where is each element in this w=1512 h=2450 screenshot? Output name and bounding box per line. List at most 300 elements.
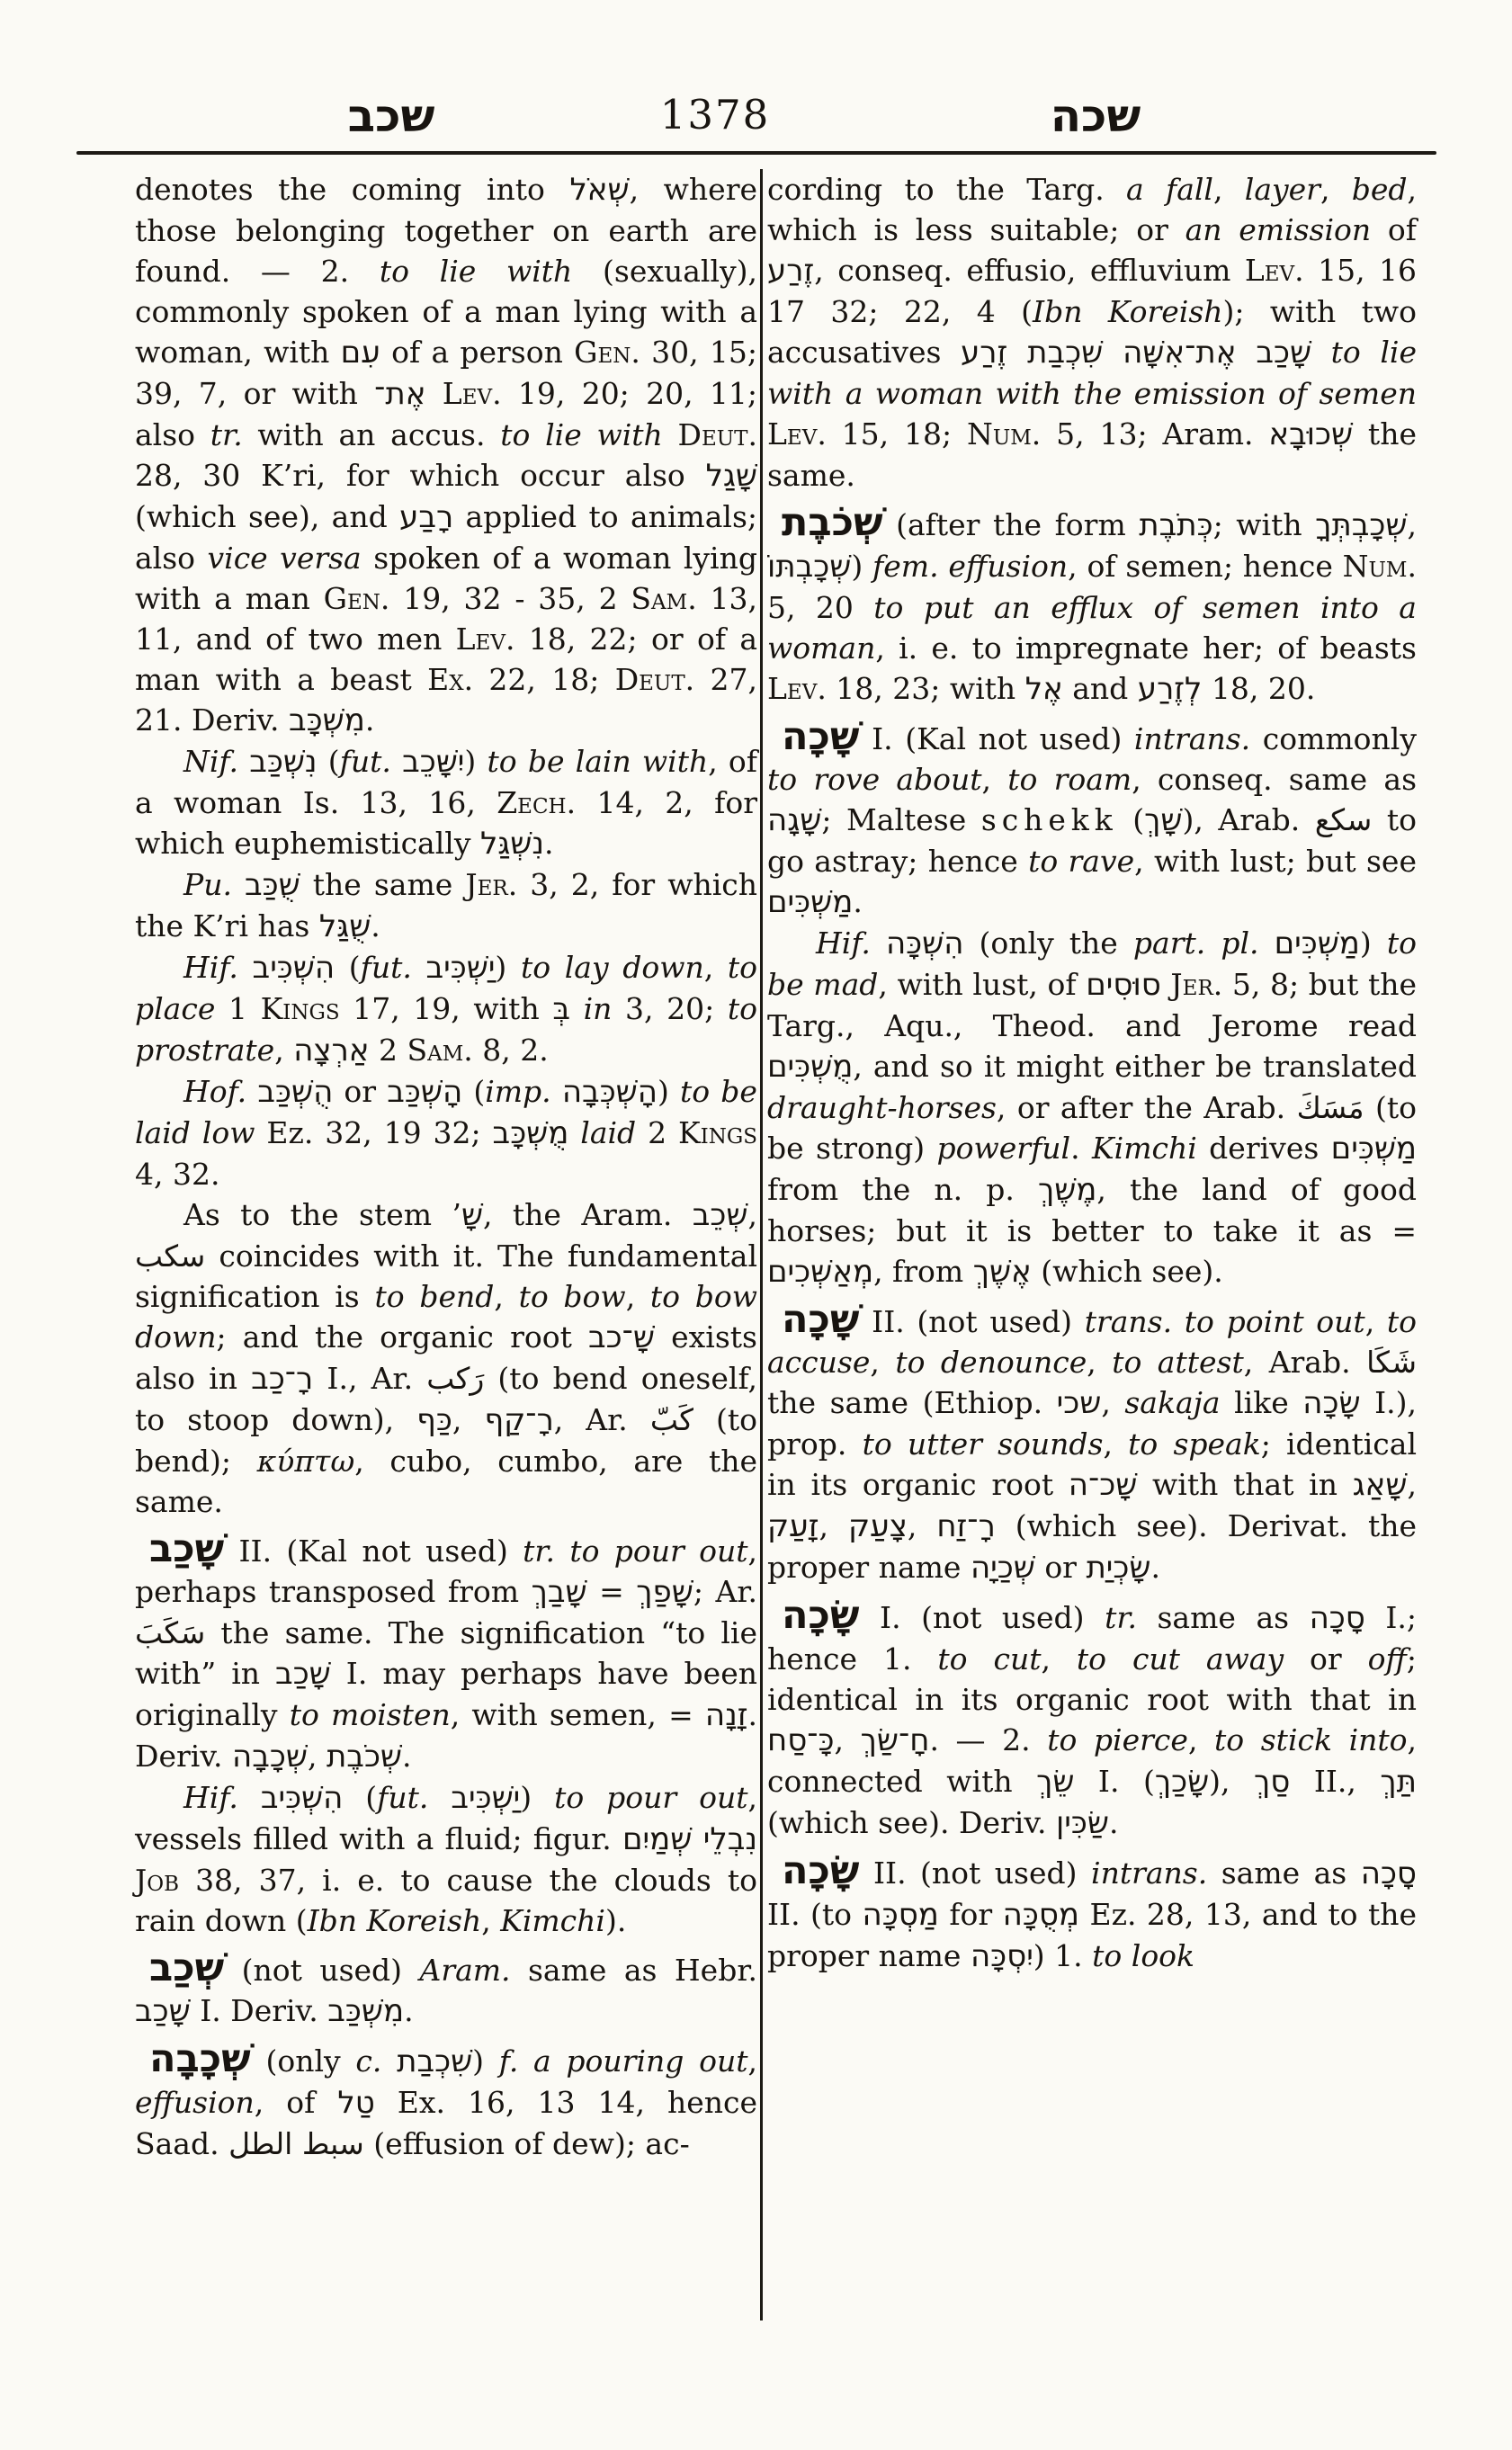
scripture-reference: Deut.	[614, 662, 695, 697]
italic-text: part. pl.	[1132, 925, 1259, 961]
body-text: 30, 15; 39, 7, or with	[135, 335, 757, 411]
scripture-reference: Jer.	[465, 867, 518, 902]
arabic-text: شَكَا	[1366, 1345, 1417, 1380]
body-text	[1172, 1304, 1185, 1339]
body-text: ; identical in its organic root	[767, 1426, 1417, 1502]
italic-text: Hif.	[816, 925, 871, 961]
body-text: , vessels filled with a fluid; figur.	[135, 1780, 757, 1856]
body-text: (after the form	[882, 507, 1140, 542]
body-text: I.; hence 1.	[767, 1600, 1418, 1677]
italic-text: Hif.	[183, 950, 238, 985]
body-text: 3, 20;	[612, 991, 728, 1026]
body-text: 4, 32.	[135, 1157, 220, 1192]
hebrew-text: שְׁכָבְתְּךָ	[1315, 507, 1408, 543]
hebrew-text: כְּתֹבֶת	[1139, 507, 1213, 543]
body-text: the same. The signification “to lie with” in	[135, 1615, 757, 1691]
body-text: .	[1150, 1550, 1160, 1585]
hebrew-text: הִשְׁכָּה	[885, 925, 964, 961]
body-text: ; and the organic root	[216, 1319, 588, 1355]
scripture-reference: Lev.	[767, 416, 827, 452]
hebrew-text: מַשְׁכִּים	[767, 884, 854, 920]
hebrew-headword: שָׁכַב	[149, 1526, 225, 1571]
scripture-reference: Num.	[1342, 549, 1417, 584]
entry-paragraph	[767, 714, 1418, 923]
italic-text: Aram.	[419, 1953, 511, 1988]
hebrew-text: שַׂכִּין	[1056, 1805, 1109, 1841]
hebrew-headword: שְׁכַב	[149, 1945, 225, 1990]
italic-text: trans.	[1084, 1304, 1173, 1339]
greek-text: κύπτω	[256, 1444, 355, 1479]
body-text: ,	[307, 1739, 327, 1774]
body-text: (	[1117, 802, 1145, 837]
body-text: .	[404, 1993, 414, 2028]
body-text: with an accus.	[242, 417, 501, 452]
body-text	[871, 925, 886, 961]
hebrew-text: מַשְׁכִּים	[1274, 925, 1360, 961]
body-text: , the Aram.	[483, 1197, 693, 1232]
hebrew-text: כָּ־סַח	[767, 1722, 835, 1758]
body-text: 19, 20; 20, 11; also	[135, 376, 757, 452]
body-text: .	[364, 702, 375, 738]
body-text: (only	[250, 2043, 356, 2079]
scripture-reference: Sam.	[631, 581, 697, 616]
arabic-text: مَسَكَ	[1296, 1090, 1364, 1125]
body-text: ,	[1364, 1304, 1387, 1339]
hebrew-text: שֻׁכַּב	[245, 867, 300, 903]
hebrew-text: שְׁכַיָה	[970, 1550, 1035, 1586]
entry-paragraph	[135, 1071, 757, 1194]
body-text: ),	[1209, 1764, 1255, 1799]
body-text: (	[317, 744, 340, 779]
body-text: )	[1359, 925, 1387, 961]
arabic-text: سبط الطل	[228, 2126, 364, 2161]
scripture-reference: Lev.	[442, 376, 502, 411]
text-columns	[0, 155, 1512, 2320]
body-text: , connected with	[767, 1722, 1418, 1799]
body-text	[391, 744, 402, 779]
body-text	[425, 376, 442, 411]
hebrew-text: זָעַק	[767, 1508, 819, 1544]
body-text: (	[335, 950, 361, 985]
body-text: ; Maltese	[821, 802, 981, 837]
hebrew-text: מְאַשְּׁכִים	[767, 1254, 874, 1290]
hebrew-text: מַשְׁכִּים	[1330, 1131, 1417, 1167]
italic-text: to lie with	[379, 254, 573, 289]
body-text: , i. e. to impregnate her; of beasts	[875, 630, 1417, 666]
arabic-text: سكع	[1314, 802, 1373, 837]
body-text: cording to the Targ.	[767, 172, 1127, 207]
body-text: (which see).	[1031, 1254, 1223, 1289]
body-text: 17, 19, with	[339, 991, 553, 1026]
italic-text: fem. effusion	[872, 549, 1069, 584]
body-text: 15, 16 17 32; 22, 4 (	[767, 253, 1417, 329]
italic-text: to attest	[1112, 1345, 1244, 1380]
body-text: )	[520, 1780, 555, 1815]
entry-paragraph	[135, 2036, 757, 2164]
italic-text: bed	[1351, 172, 1408, 207]
body-text: ,	[1101, 1385, 1125, 1420]
italic-text: to look	[1092, 1938, 1195, 1973]
italic-text: tr.	[210, 417, 243, 452]
hebrew-text: כַּף	[416, 1402, 452, 1438]
body-text: ,	[747, 1197, 757, 1232]
scripture-reference: Zech.	[497, 785, 577, 820]
body-text	[246, 1074, 257, 1109]
body-text	[381, 2043, 397, 2079]
italic-text: to pour out	[554, 1780, 748, 1815]
body-text: II. (not used)	[859, 1304, 1085, 1339]
body-text: ,	[703, 950, 728, 985]
italic-text: tr.	[1105, 1600, 1137, 1635]
body-text: , Arab.	[1243, 1345, 1367, 1380]
hebrew-text: מְסֻכָּה	[1002, 1897, 1080, 1933]
body-text: ; Ar.	[693, 1574, 757, 1609]
left-column	[135, 169, 757, 2164]
italic-text: to pour out	[569, 1533, 748, 1569]
hebrew-text: זָנָה	[704, 1697, 748, 1733]
italic-text: to utter sounds	[862, 1426, 1104, 1462]
body-text: applied to animals; also	[135, 499, 757, 576]
hebrew-text: שָׁכ־ה	[1068, 1467, 1138, 1503]
body-text: to go astray; hence	[767, 802, 1417, 879]
body-text: (	[462, 1074, 486, 1109]
arabic-text: كَبّ	[649, 1402, 693, 1437]
body-text: 5, 8; but the Targ., Aqu., Theod. and Jerome read	[767, 967, 1418, 1043]
italic-text: sakaja	[1124, 1385, 1221, 1420]
hebrew-text: שְׁאֹל	[569, 172, 630, 208]
body-text: 1	[215, 991, 261, 1026]
body-text: 18, 20.	[1202, 671, 1316, 706]
body-text: , of a woman Is. 13, 16,	[135, 744, 758, 820]
entry-paragraph	[135, 741, 757, 864]
scripture-reference: Lev.	[767, 671, 827, 706]
entry-paragraph	[135, 169, 757, 741]
header-right-keyword: שכה	[1050, 90, 1141, 142]
entry-paragraph	[767, 1593, 1418, 1844]
body-text: ,	[870, 1345, 896, 1380]
body-text: ), Arab.	[1182, 802, 1315, 837]
body-text: or	[1034, 1550, 1087, 1585]
body-text: , the land of good horses; but it is better to take it as =	[767, 1172, 1418, 1248]
body-text: ,	[1103, 1426, 1129, 1462]
body-text: )	[851, 549, 873, 584]
italic-text: c.	[355, 2043, 382, 2079]
entry-paragraph	[767, 1848, 1418, 1977]
italic-text: Nif.	[183, 744, 238, 779]
hebrew-text: שֻׁגַּל	[318, 908, 371, 944]
body-text: ,	[747, 2043, 757, 2079]
body-text: (to bend oneself, to stoop down),	[135, 1361, 757, 1437]
body-text	[663, 417, 678, 452]
body-text: 2	[369, 1033, 407, 1068]
header-left-keyword: שכב	[347, 90, 435, 142]
italic-text: to be laid low	[135, 1074, 757, 1150]
body-text: 18, 23; with	[826, 671, 1025, 706]
hebrew-headword: שָׂכָה	[782, 1593, 860, 1638]
italic-text: to cut	[937, 1641, 1042, 1677]
hebrew-text: שכי	[1056, 1385, 1102, 1421]
hebrew-text: הָשְׁכַּב	[387, 1074, 463, 1110]
body-text: ; identical in its organic root with that in	[767, 1641, 1418, 1717]
body-text: commonly	[1250, 721, 1417, 756]
hebrew-text: רָ־כַב	[251, 1361, 314, 1397]
scripture-reference: Gen.	[323, 581, 390, 616]
hebrew-text: שָׁפַךְ	[636, 1574, 693, 1610]
body-text	[238, 744, 249, 779]
body-text: (which see), and	[135, 499, 400, 534]
body-text: coincides with it. The fundamental signification is	[135, 1238, 757, 1314]
hebrew-text: שָׁ־כב	[588, 1319, 655, 1355]
body-text: spoken of a woman lying with a man	[135, 541, 757, 616]
italic-text: Pu.	[183, 867, 232, 902]
italic-text: imp.	[485, 1074, 551, 1109]
hebrew-headword: שָׁכָה	[782, 1297, 860, 1342]
italic-text: to denounce	[895, 1345, 1087, 1380]
italic-text: f. a pouring out	[498, 2043, 748, 2079]
body-text: ,	[1087, 1345, 1113, 1380]
body-text: 15, 18;	[826, 416, 967, 452]
italic-text: to bend	[374, 1279, 495, 1314]
body-text: II.,	[1290, 1764, 1381, 1799]
italic-text: powerful	[936, 1131, 1071, 1166]
hebrew-text: מֻשְׁכִּים	[767, 1049, 854, 1085]
hebrew-text: בְּ	[552, 991, 570, 1027]
body-text: (only the	[963, 925, 1133, 961]
body-text: I. Deriv.	[190, 1993, 328, 2028]
body-text: , from	[873, 1254, 973, 1289]
italic-text: to put an efflux of semen into a woman	[767, 590, 1417, 666]
body-text: same as	[1207, 1855, 1361, 1891]
entry-paragraph	[135, 947, 757, 1071]
hebrew-text: מִשְׁכַּב	[327, 1993, 405, 2029]
body-text: , of semen; hence	[1068, 549, 1343, 584]
body-text: or	[333, 1074, 388, 1109]
body-text: ,	[1407, 507, 1418, 542]
hebrew-text: שְׁכוּבָא	[1268, 416, 1354, 452]
hebrew-text: טַל	[337, 2085, 375, 2121]
italic-text: to moisten	[289, 1697, 451, 1732]
hebrew-text: שָׁכַב	[135, 1993, 191, 2029]
body-text: the same (Ethiop.	[767, 1385, 1057, 1420]
entry-paragraph	[767, 169, 1417, 496]
body-text: )	[472, 2043, 499, 2079]
body-text: ,	[274, 1033, 294, 1068]
body-text: 27, 21. Deriv.	[135, 662, 757, 738]
italic-text: to point out	[1184, 1304, 1365, 1339]
entry-paragraph	[767, 923, 1417, 1292]
body-text	[555, 1533, 569, 1569]
scripture-reference: Deut.	[677, 417, 757, 452]
hebrew-text: שָׂכַךְ	[1154, 1764, 1210, 1800]
scripture-reference: Lev.	[1244, 253, 1304, 288]
body-text	[412, 950, 426, 985]
body-text: .	[371, 908, 380, 943]
hebrew-headword: שָׂכָה	[782, 1848, 860, 1893]
hebrew-text: שָׂכָה	[1302, 1385, 1361, 1421]
hebrew-text: נִשְׁכַּב	[249, 744, 318, 780]
body-text: 5, 13; Aram.	[1041, 416, 1269, 452]
body-text: ,	[819, 1508, 848, 1543]
hebrew-text: אַרְצָה	[293, 1033, 370, 1069]
italic-text: laid	[580, 1115, 637, 1150]
body-text	[1311, 335, 1331, 370]
scripture-reference: Gen.	[574, 335, 640, 370]
body-text	[428, 1780, 451, 1815]
body-text: Ez. 32, 19 32;	[255, 1115, 493, 1150]
hebrew-text: שָׁכַב אֶת־אִשָּׁה שִׁכְבַת זֶרַע	[961, 335, 1312, 371]
body-text: Ex. 16, 13 14, hence Saad.	[135, 2085, 757, 2161]
hebrew-text: עִם	[340, 335, 380, 371]
body-text: ).	[604, 1903, 627, 1938]
body-text: )	[657, 1074, 681, 1109]
body-text: , with lust; but see	[1134, 844, 1417, 879]
italic-text: to pierce	[1047, 1722, 1188, 1757]
body-text: or	[1284, 1641, 1368, 1677]
body-text: )	[495, 950, 521, 985]
body-text: ,	[1407, 1467, 1417, 1502]
italic-text: effusion	[135, 2085, 255, 2120]
body-text: (to bend);	[135, 1402, 757, 1479]
hebrew-text: שִׁכְבַת	[397, 2043, 473, 2079]
body-text: 8, 2.	[472, 1033, 549, 1068]
right-column	[767, 169, 1417, 1977]
body-text: =	[586, 1574, 637, 1609]
hebrew-headword: שָׁכָה	[782, 714, 860, 759]
hebrew-text: צָעַק	[847, 1508, 908, 1544]
italic-text: Ibn Koreish	[307, 1903, 482, 1938]
hebrew-text: שָׁגָה	[767, 802, 822, 838]
body-text: Ez. 28, 13, and to the proper name	[767, 1897, 1418, 1973]
hebrew-text: שְׁכֵב	[692, 1197, 748, 1233]
entry-paragraph	[135, 1526, 758, 1777]
hebrew-text: רָבַע	[399, 499, 454, 535]
hebrew-text: חָ־שַׂךְ	[860, 1722, 930, 1758]
italic-text: to be mad	[767, 925, 1417, 1002]
hebrew-text: שְׁכָבְתּוֹ	[767, 549, 852, 585]
body-text: ,	[625, 1279, 650, 1314]
hebrew-text: זֶרַע	[767, 253, 815, 289]
body-text: )	[464, 744, 488, 779]
body-text: As to the stem ’	[183, 1197, 461, 1232]
body-text: ,	[1041, 1641, 1077, 1677]
body-text: ,	[494, 1279, 519, 1314]
scripture-reference: Kings	[260, 991, 340, 1026]
body-text: 5, 20	[767, 590, 874, 625]
body-text: ,	[1320, 172, 1352, 207]
hebrew-text: נִבְלֵי שְׁמַיִם	[622, 1821, 757, 1857]
body-text: same as Hebr.	[510, 1953, 757, 1988]
italic-text: Kimchi	[500, 1903, 605, 1938]
body-text: ,	[834, 1722, 861, 1757]
entry-paragraph	[135, 1777, 757, 1941]
hebrew-text: שָׁאַג	[1352, 1467, 1408, 1503]
body-text: , Ar.	[553, 1402, 650, 1437]
body-text: . — 2.	[929, 1722, 1048, 1757]
body-text: , with lust, of	[878, 967, 1087, 1002]
body-text: (which see). Deriv.	[767, 1805, 1057, 1840]
italic-text: intrans.	[1133, 721, 1251, 756]
body-text: , which is less suitable; or	[767, 172, 1418, 247]
body-text: .	[402, 1739, 412, 1774]
body-text: like	[1220, 1385, 1303, 1420]
italic-text: draught-horses	[767, 1090, 997, 1125]
hebrew-text: אֶשֶׁךְ	[972, 1254, 1032, 1290]
italic-text: to lie with	[500, 417, 663, 452]
italic-text: fut.	[339, 744, 391, 779]
body-text: ,	[481, 1903, 501, 1938]
body-text: 14, 2, for which euphemistically	[135, 785, 757, 861]
body-text: .	[853, 884, 863, 919]
body-text	[570, 991, 584, 1026]
italic-text: to bow down	[135, 1279, 758, 1355]
italic-text: to prostrate	[135, 991, 757, 1068]
hebrew-text: יִשָּׁכֵב	[402, 744, 465, 780]
hebrew-text: שָׁגַל	[705, 458, 757, 494]
body-text: (to be strong)	[767, 1090, 1417, 1166]
body-text: ) 1.	[1033, 1938, 1093, 1973]
italic-text: in	[583, 991, 613, 1026]
body-text: I. may perhaps have been originally	[135, 1656, 757, 1732]
body-text: I. (Kal not used)	[859, 721, 1134, 756]
italic-text: fut.	[360, 950, 412, 985]
hebrew-text: שָׁ	[461, 1197, 484, 1233]
arabic-text: سكب	[135, 1238, 206, 1274]
hebrew-text: מֶשֶׁךְ	[1037, 1172, 1097, 1208]
scripture-reference: Job	[135, 1863, 179, 1898]
italic-text: to roam	[1007, 762, 1132, 797]
body-text: the same	[300, 867, 466, 902]
italic-text: Kimchi	[1092, 1131, 1197, 1166]
body-text: 3, 2, for which the K’ri has	[135, 867, 757, 943]
hebrew-text: הֻשְׁכַּב	[257, 1074, 334, 1110]
body-text	[1161, 967, 1171, 1002]
body-text: , with semen, =	[450, 1697, 705, 1732]
body-text: the same.	[767, 416, 1417, 493]
body-text: from the n. p.	[767, 1172, 1038, 1207]
body-text	[1259, 925, 1275, 961]
hebrew-text: שָׁךְ	[1144, 802, 1183, 838]
body-text: 18, 22; or of a man with a beast	[135, 621, 758, 697]
scripture-reference: Jer.	[1170, 967, 1223, 1002]
body-text: (effusion of dew); ac-	[363, 2126, 690, 2161]
body-text: 22, 18;	[473, 662, 615, 697]
body-text: 19, 32 - 35, 2	[389, 581, 631, 616]
scripture-reference: Ex.	[427, 662, 474, 697]
hebrew-text: מֻשְׁכָּב	[492, 1115, 569, 1151]
arabic-text: رَكب	[426, 1361, 485, 1396]
body-text: , cubo, cumbo, are the same.	[135, 1444, 758, 1519]
italic-text: Hif.	[183, 1780, 238, 1815]
italic-text: to cut away	[1076, 1641, 1284, 1677]
italic-text: vice versa	[207, 541, 362, 576]
italic-text: to place	[135, 950, 758, 1026]
hebrew-text: סַךְ	[1254, 1764, 1291, 1800]
italic-text: to lay down	[520, 950, 704, 985]
italic-text: intrans.	[1091, 1855, 1208, 1891]
body-text: ); with two accusatives	[767, 294, 1417, 370]
entry-paragraph	[135, 1945, 757, 2032]
hebrew-text: הָשְׁכְּבָה	[561, 1074, 658, 1110]
body-text	[568, 1115, 580, 1150]
body-text: ,	[1212, 172, 1245, 207]
body-text	[238, 950, 253, 985]
entry-paragraph	[767, 500, 1418, 710]
body-text: (which see). Derivat. the proper name	[767, 1508, 1417, 1585]
body-text: for	[938, 1897, 1003, 1932]
body-text: (not used)	[224, 1953, 420, 1988]
italic-text: to speak	[1128, 1426, 1261, 1462]
body-text: ; with	[1212, 507, 1316, 542]
